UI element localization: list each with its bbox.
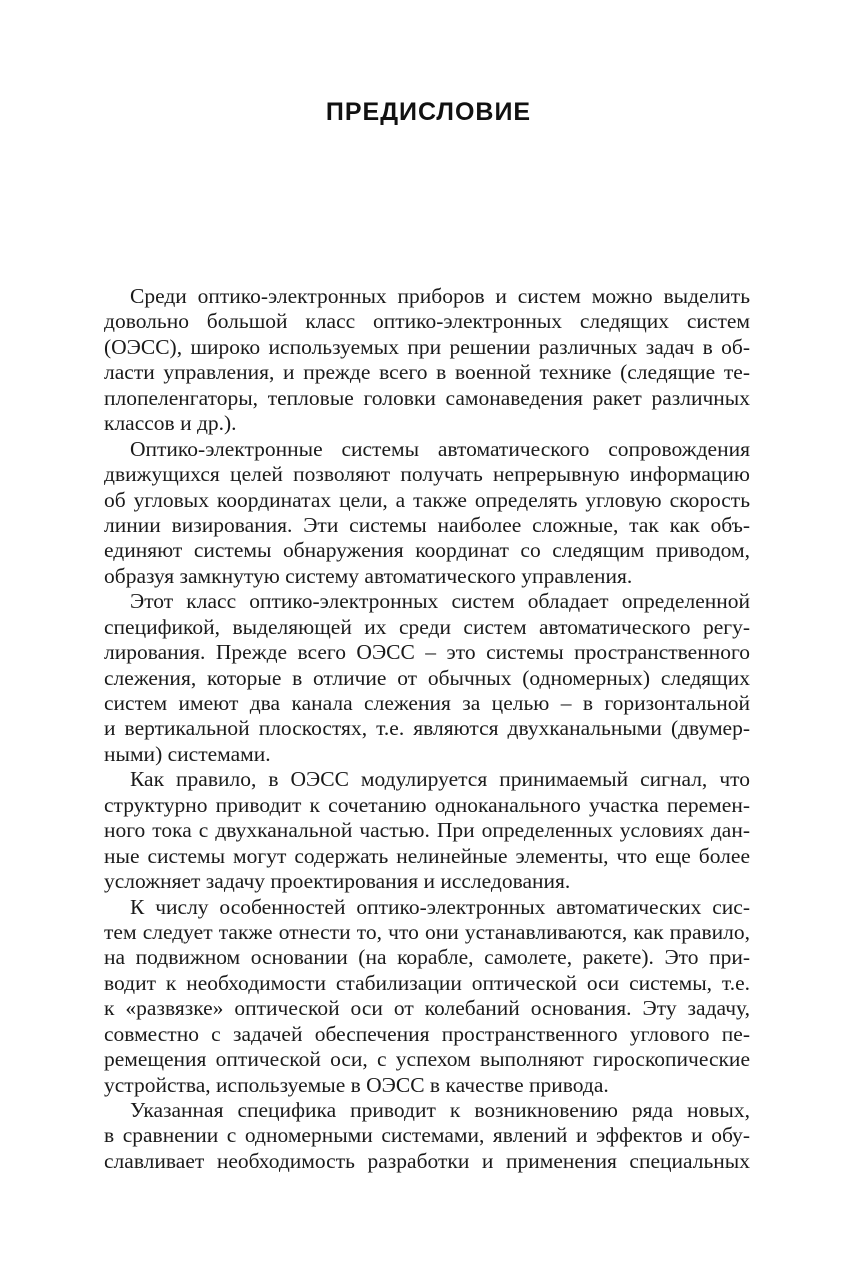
- text-line: образуя замкнутую систему автоматического управления.: [104, 563, 633, 588]
- text-line: Оптико-электронные системы автоматического сопровождения: [130, 436, 750, 461]
- text-line: ласти управления, и прежде всего в военной технике (следящие те-: [104, 360, 750, 385]
- text-line: слежения, которые в отличие от обычных (одномерных) следящих: [104, 665, 750, 690]
- paragraph-2: [104, 437, 750, 590]
- text-line: классов и др.).: [104, 411, 237, 436]
- text-line: плопеленгаторы, тепловые головки самонаведения ракет различных: [104, 385, 750, 410]
- text-line: совместно с задачей обеспечения пространственного углового пе-: [104, 1021, 750, 1046]
- text-line: ными) системами.: [104, 741, 271, 766]
- text-line: ремещения оптической оси, с успехом выполняют гироскопические: [104, 1047, 750, 1072]
- paragraph-3: [104, 589, 750, 767]
- text-line: лирования. Прежде всего ОЭСС – это системы пространственного: [104, 640, 750, 665]
- text-line: Как правило, в ОЭСС модулируется принимаемый сигнал, что: [130, 767, 750, 792]
- text-line: к «развязке» оптической оси от колебаний основания. Эту задачу,: [104, 996, 750, 1021]
- text-line: довольно большой класс оптико-электронных следящих систем: [104, 309, 750, 334]
- page-title: ПРЕДИСЛОВИЕ: [325, 98, 532, 126]
- paragraph-1: [104, 284, 750, 437]
- text-line: движущихся целей позволяют получать непрерывную информацию: [104, 462, 750, 487]
- body-text: [104, 284, 750, 1174]
- text-line: тем следует также отнести то, что они устанавливаются, как правило,: [104, 919, 750, 944]
- paragraph-4: [104, 767, 750, 894]
- text-line: Среди оптико-электронных приборов и систем можно выделить: [130, 284, 750, 308]
- text-line: об угловых координатах цели, а также определять угловую скорость: [104, 487, 750, 512]
- text-line: систем имеют два канала слежения за целью – в горизонтальной: [104, 691, 750, 715]
- text-line: в сравнении с одномерными системами, явлений и эффектов и обу-: [104, 1123, 750, 1148]
- paragraph-6: [104, 1098, 750, 1174]
- text-line: водит к необходимости стабилизации оптической оси системы, т.е.: [104, 970, 750, 995]
- text-line: спецификой, выделяющей их среди систем автоматического регу-: [104, 614, 750, 639]
- text-line: на подвижном основании (на корабле, самолете, ракете). Это при-: [104, 945, 750, 970]
- text-line: и вертикальной плоскостях, т.е. являются двухканальными (двумер-: [104, 716, 750, 741]
- text-line: структурно приводит к сочетанию одноканального участка перемен-: [104, 792, 750, 817]
- text-line: усложняет задачу проектирования и исследования.: [104, 869, 571, 894]
- text-line: Указанная специфика приводит к возникновению ряда новых,: [130, 1098, 750, 1122]
- text-line: линии визирования. Эти системы наиболее сложные, так как объ-: [104, 512, 750, 537]
- text-line: Этот класс оптико-электронных систем обладает определенной: [130, 589, 750, 614]
- text-line: устройства, используемые в ОЭСС в качестве привода.: [104, 1072, 609, 1097]
- text-line: ные системы могут содержать нелинейные элементы, что еще более: [104, 843, 750, 868]
- text-line: ного тока с двухканальной частью. При определенных условиях дан-: [104, 818, 750, 843]
- paragraph-5: [104, 895, 750, 1099]
- text-line: единяют системы обнаружения координат со следящим приводом,: [104, 538, 750, 563]
- text-line: К числу особенностей оптико-электронных автоматических сис-: [130, 894, 750, 919]
- text-line: (ОЭСС), широко используемых при решении различных задач в об-: [104, 334, 750, 359]
- text-line: славливает необходимость разработки и применения специальных: [104, 1148, 750, 1173]
